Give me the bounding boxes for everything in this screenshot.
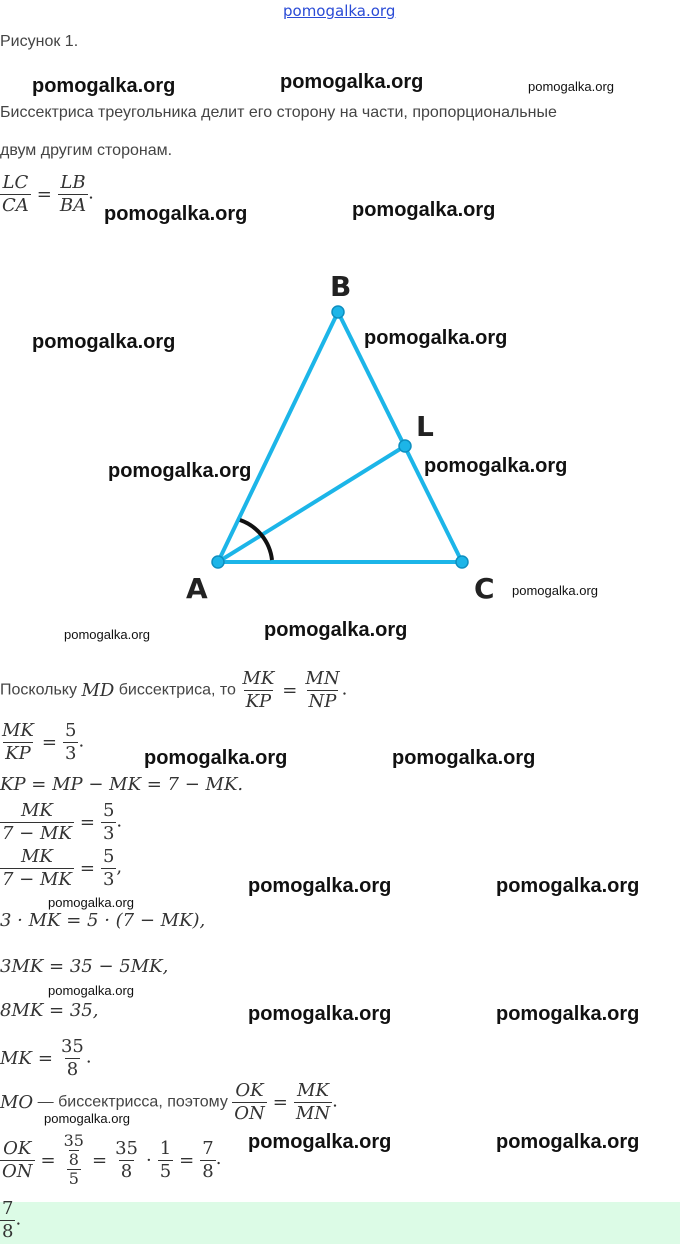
mk-result-line: MK = $\frac{35}{8}$ . [0,1036,92,1080]
equation-line-1: $\frac{MK}{7 - MK}$ = $\frac{5}{3}$ . [2,800,123,844]
bisector-formula: $\frac{LC}{CA}$ = $\frac{LB}{BA}$ . [2,172,94,216]
watermark: pomogalka.org [264,619,408,641]
watermark: pomogalka.org [144,747,288,769]
site-link[interactable]: pomogalka.org [283,2,396,20]
theorem-line-2: двум другим сторонам. [0,142,173,159]
figure-caption: Рисунок 1. [0,33,79,50]
watermark: pomogalka.org [424,455,568,477]
watermark: pomogalka.org [364,327,508,349]
watermark: pomogalka.org [512,583,598,598]
watermark: pomogalka.org [496,1003,640,1025]
mo-bisector-line: MO — биссектрисса, поэтому $\frac{OK}{ON}$ = $\frac{MK}{MN}$ . [0,1080,338,1124]
label-b: B [330,270,352,303]
watermark: pomogalka.org [280,71,424,93]
watermark: pomogalka.org [32,75,176,97]
watermark: pomogalka.org [64,627,150,642]
watermark: pomogalka.org [48,895,134,910]
theorem-line-1: Биссектриса треугольника делит его сторону на части, пропорциональные [0,104,557,121]
equation-line-2: $\frac{MK}{7 - MK}$ = $\frac{5}{3}$ , [2,846,123,890]
label-l: L [416,410,434,443]
watermark: pomogalka.org [248,875,392,897]
combine-line: 8MK = 35, [0,1000,99,1021]
watermark: pomogalka.org [44,1111,130,1126]
label-a: A [186,572,208,605]
watermark: pomogalka.org [108,460,252,482]
triangle-figure [0,250,680,610]
watermark: pomogalka.org [528,79,614,94]
watermark: pomogalka.org [352,199,496,221]
point-c [456,556,468,568]
point-a [212,556,224,568]
point-l [399,440,411,452]
kp-line: KP = MP − MK = 7 − MK. [0,774,244,795]
cross-multiply-line: 3 · MK = 5 · (7 − MK), [0,910,206,931]
solution-intro: Поскольку MD биссектриса, то $\frac{MK}{KP}$ = $\frac{MN}{NP}$ . [0,668,348,712]
watermark: pomogalka.org [32,331,176,353]
watermark: pomogalka.org [496,1131,640,1153]
watermark: pomogalka.org [392,747,536,769]
answer-line: $\frac{7}{8}$ . [2,1198,22,1242]
watermark: pomogalka.org [48,983,134,998]
ratio-line: $\frac{MK}{KP}$ = $\frac{5}{3}$ . [2,720,85,764]
answer-highlight [0,1202,680,1244]
watermark: pomogalka.org [496,875,640,897]
label-c: C [474,572,495,605]
watermark: pomogalka.org [248,1003,392,1025]
watermark: pomogalka.org [104,203,248,225]
watermark: pomogalka.org [248,1131,392,1153]
point-b [332,306,344,318]
final-computation-line: $\frac{OK}{ON}$ = 35 8 5 = $\frac{35}{8}$ · $\frac{1}{5}$ = $\frac{7}{8}$ . [2,1131,222,1188]
expand-line: 3MK = 35 − 5MK, [0,956,169,977]
